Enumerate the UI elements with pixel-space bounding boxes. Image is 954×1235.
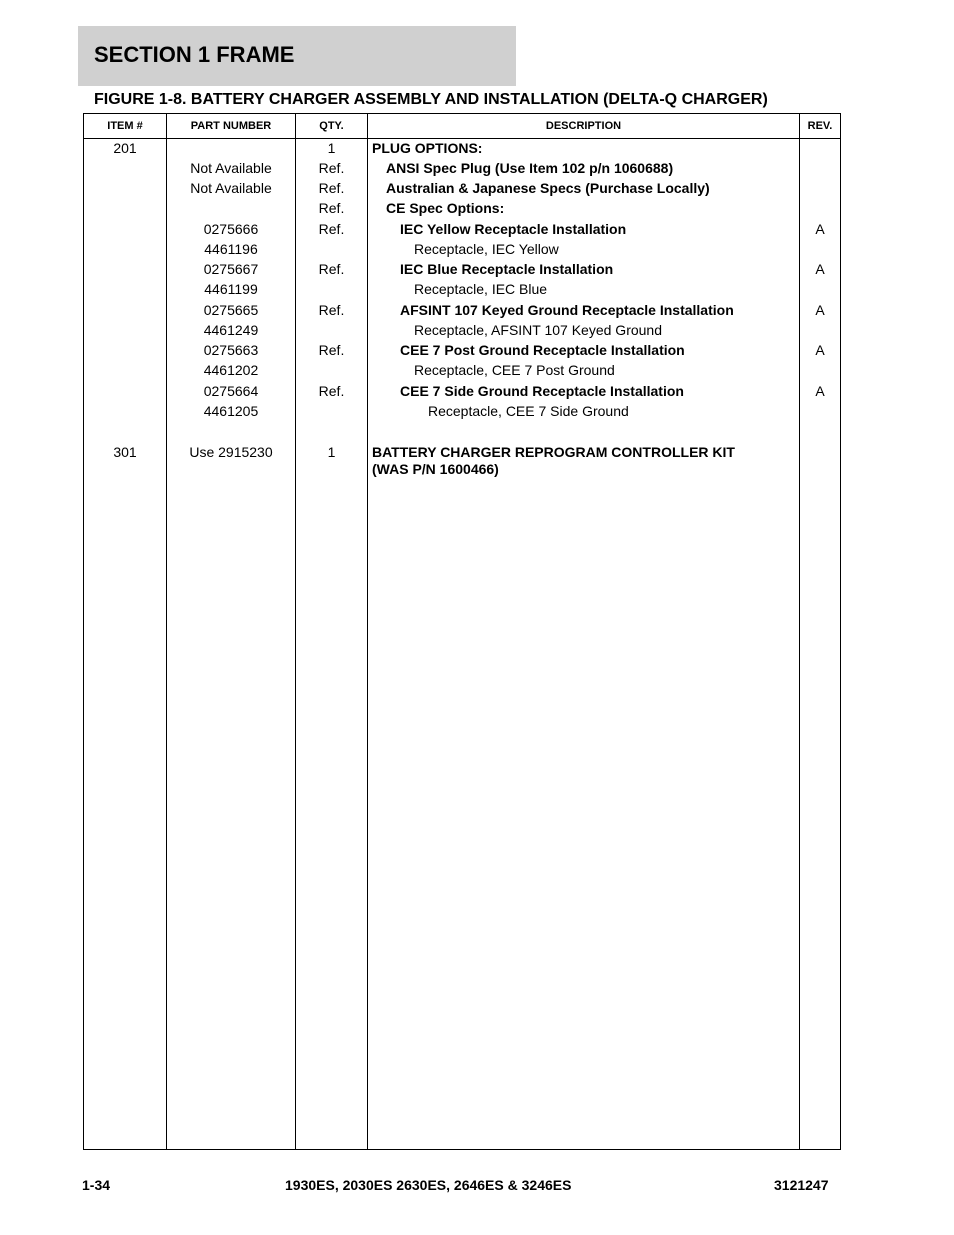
- part-number: 4461205: [203, 403, 259, 419]
- description: PLUG OPTIONS:: [372, 140, 483, 156]
- quantity: Ref.: [318, 383, 345, 399]
- part-number: 4461199: [204, 281, 258, 297]
- parts-table: [83, 113, 841, 1150]
- description: CEE 7 Side Ground Receptacle Installation: [400, 383, 684, 399]
- figure-title: FIGURE 1-8. BATTERY CHARGER ASSEMBLY AND INSTALLATION (DELTA-Q CHARGER): [94, 91, 768, 108]
- revision: A: [815, 342, 825, 358]
- revision: A: [815, 221, 825, 237]
- header-part-number: PART NUMBER: [190, 120, 272, 132]
- header-description: DESCRIPTION: [545, 120, 622, 132]
- description: Receptacle, CEE 7 Side Ground: [428, 403, 629, 419]
- description: AFSINT 107 Keyed Ground Receptacle Installation: [400, 302, 734, 318]
- header-item: ITEM #: [107, 120, 143, 132]
- quantity: Ref.: [318, 221, 345, 237]
- part-number: Not Available: [190, 160, 272, 176]
- part-number: 0275667: [203, 261, 259, 277]
- quantity: 1: [327, 444, 336, 460]
- model-list: 1930ES, 2030ES 2630ES, 2646ES & 3246ES: [285, 1177, 572, 1193]
- description: CE Spec Options:: [386, 200, 505, 216]
- column-divider: [367, 114, 368, 1149]
- quantity: 1: [327, 140, 336, 156]
- part-number: 4461249: [203, 322, 259, 338]
- section-title: SECTION 1 FRAME: [94, 42, 295, 67]
- revision: A: [815, 302, 825, 318]
- description: ANSI Spec Plug (Use Item 102 p/n 1060688): [386, 160, 674, 176]
- document-number: 3121247: [774, 1177, 829, 1193]
- description: IEC Yellow Receptacle Installation: [400, 221, 627, 237]
- part-number: 0275665: [203, 302, 259, 318]
- part-number: 0275664: [203, 383, 259, 399]
- description: Receptacle, IEC Yellow: [414, 241, 559, 257]
- part-number: 4461196: [204, 241, 258, 257]
- description: Receptacle, AFSINT 107 Keyed Ground: [414, 322, 662, 338]
- part-number: 0275663: [203, 342, 259, 358]
- page-number: 1-34: [82, 1177, 111, 1193]
- quantity: Ref.: [318, 261, 345, 277]
- description: Receptacle, IEC Blue: [414, 281, 548, 297]
- part-number: 4461202: [203, 362, 259, 378]
- header-rev: REV.: [807, 120, 833, 132]
- description-line: (WAS P/N 1600466): [372, 461, 499, 477]
- description: [372, 444, 797, 478]
- part-number: 0275666: [203, 221, 259, 237]
- item-number: 301: [113, 444, 137, 460]
- description-line: BATTERY CHARGER REPROGRAM CONTROLLER KIT: [372, 444, 735, 460]
- header-qty: QTY.: [319, 120, 344, 132]
- revision: A: [815, 261, 825, 277]
- section-header: [78, 26, 516, 86]
- description: IEC Blue Receptacle Installation: [400, 261, 614, 277]
- revision: A: [815, 383, 825, 399]
- quantity: Ref.: [318, 200, 345, 216]
- part-number: Not Available: [190, 180, 272, 196]
- quantity: Ref.: [318, 180, 345, 196]
- quantity: Ref.: [318, 302, 345, 318]
- description: CEE 7 Post Ground Receptacle Installation: [400, 342, 685, 358]
- header-divider: [84, 138, 840, 139]
- description: Receptacle, CEE 7 Post Ground: [414, 362, 615, 378]
- quantity: Ref.: [318, 342, 345, 358]
- item-number: 201: [113, 140, 137, 156]
- quantity: Ref.: [318, 160, 345, 176]
- description: Australian & Japanese Specs (Purchase Locally): [386, 180, 710, 196]
- part-number: Use 2915230: [189, 444, 273, 460]
